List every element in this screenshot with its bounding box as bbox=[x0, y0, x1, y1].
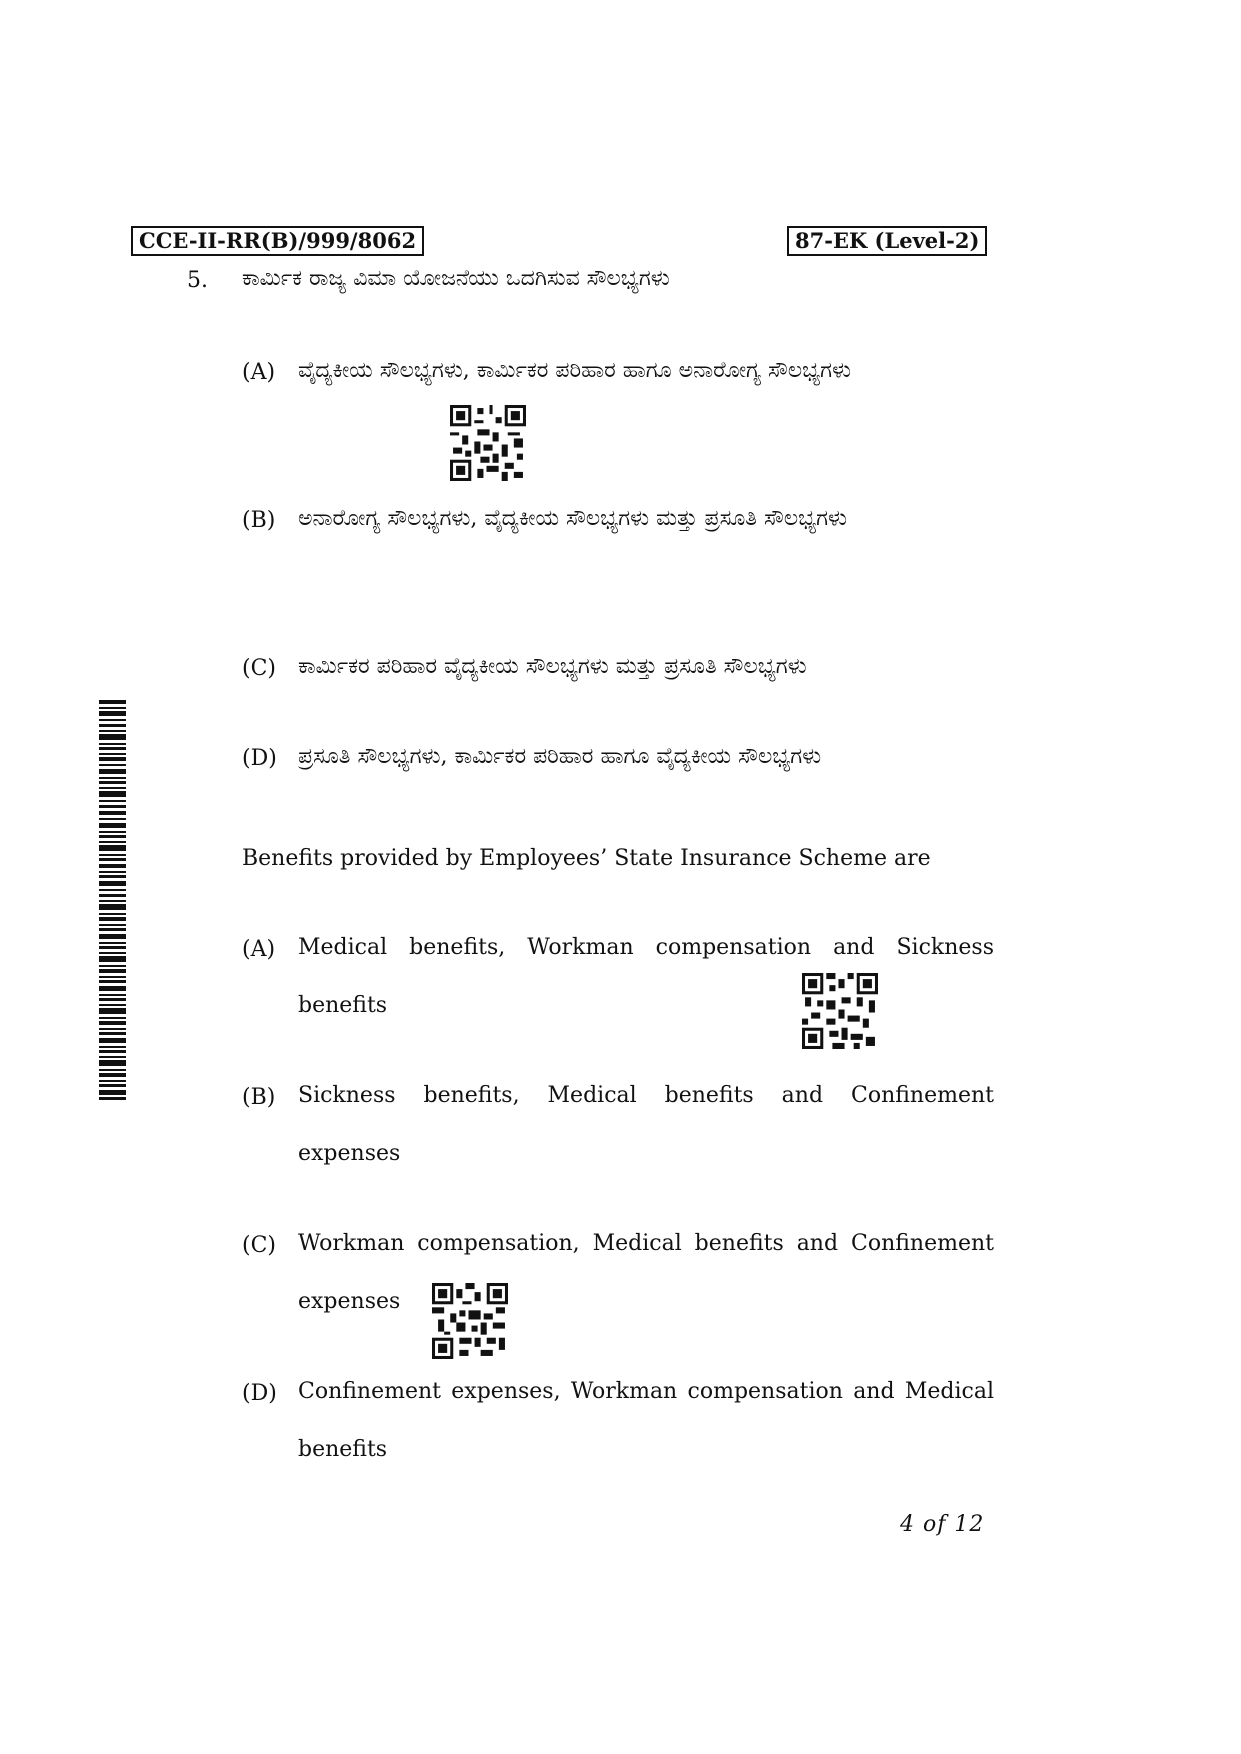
option-label: (A) bbox=[242, 937, 276, 962]
option-text: ಪ್ರಸೂತಿ ಸೌಲಭ್ಯಗಳು, ಕಾರ್ಮಿಕರ ಪರಿಹಾರ ಹಾಗೂ ವೈದ್ಯಕೀಯ ಸೌಲಭ್ಯಗಳು bbox=[298, 744, 822, 769]
option-text: Confinement expenses, Workman compensation and Medical benefits bbox=[298, 1379, 994, 1462]
qr-code-icon bbox=[432, 1283, 508, 1359]
option-label: (D) bbox=[242, 746, 277, 771]
qr-code-icon bbox=[802, 973, 878, 1049]
question-number: 5. bbox=[187, 268, 208, 293]
question-text-kannada: ಕಾರ್ಮಿಕ ರಾಜ್ಯ ವಿಮಾ ಯೋಜನೆಯು ಒದಗಿಸುವ ಸೌಲಭ್ಯಗಳು bbox=[242, 266, 670, 291]
option-label: (C) bbox=[242, 1233, 276, 1258]
qr-code-icon bbox=[450, 405, 526, 481]
page-number: 4 of 12 bbox=[900, 1512, 985, 1537]
option-text: Sickness benefits, Medical benefits and Confinement expenses bbox=[298, 1083, 994, 1166]
option-label: (B) bbox=[242, 508, 276, 533]
option-label: (D) bbox=[242, 1381, 277, 1406]
option-text: ಅನಾರೋಗ್ಯ ಸೌಲಭ್ಯಗಳು, ವೈದ್ಯಕೀಯ ಸೌಲಭ್ಯಗಳು ಮತ್ತು ಪ್ರಸೂತಿ ಸೌಲಭ್ಯಗಳು bbox=[298, 506, 847, 531]
paper-code-right: 87-EK (Level-2) bbox=[787, 226, 987, 256]
option-label: (B) bbox=[242, 1085, 276, 1110]
option-text: ಕಾರ್ಮಿಕರ ಪರಿಹಾರ ವೈದ್ಯಕೀಯ ಸೌಲಭ್ಯಗಳು ಮತ್ತು ಪ್ರಸೂತಿ ಸೌಲಭ್ಯಗಳು bbox=[298, 654, 807, 679]
paper-code-left: CCE-II-RR(B)/999/8062 bbox=[131, 226, 424, 256]
option-text: Workman compensation, Medical benefits and Confinement expenses bbox=[298, 1231, 994, 1314]
option-text: ವೈದ್ಯಕೀಯ ಸೌಲಭ್ಯಗಳು, ಕಾರ್ಮಿಕರ ಪರಿಹಾರ ಹಾಗೂ ಅನಾರೋಗ್ಯ ಸೌಲಭ್ಯಗಳು bbox=[298, 358, 852, 383]
barcode-icon bbox=[99, 700, 126, 1100]
option-label: (C) bbox=[242, 656, 276, 681]
option-text: Medical benefits, Workman compensation and Sickness benefits bbox=[298, 935, 994, 1018]
question-text-english: Benefits provided by Employees’ State Insurance Scheme are bbox=[242, 846, 931, 871]
option-label: (A) bbox=[242, 360, 276, 385]
